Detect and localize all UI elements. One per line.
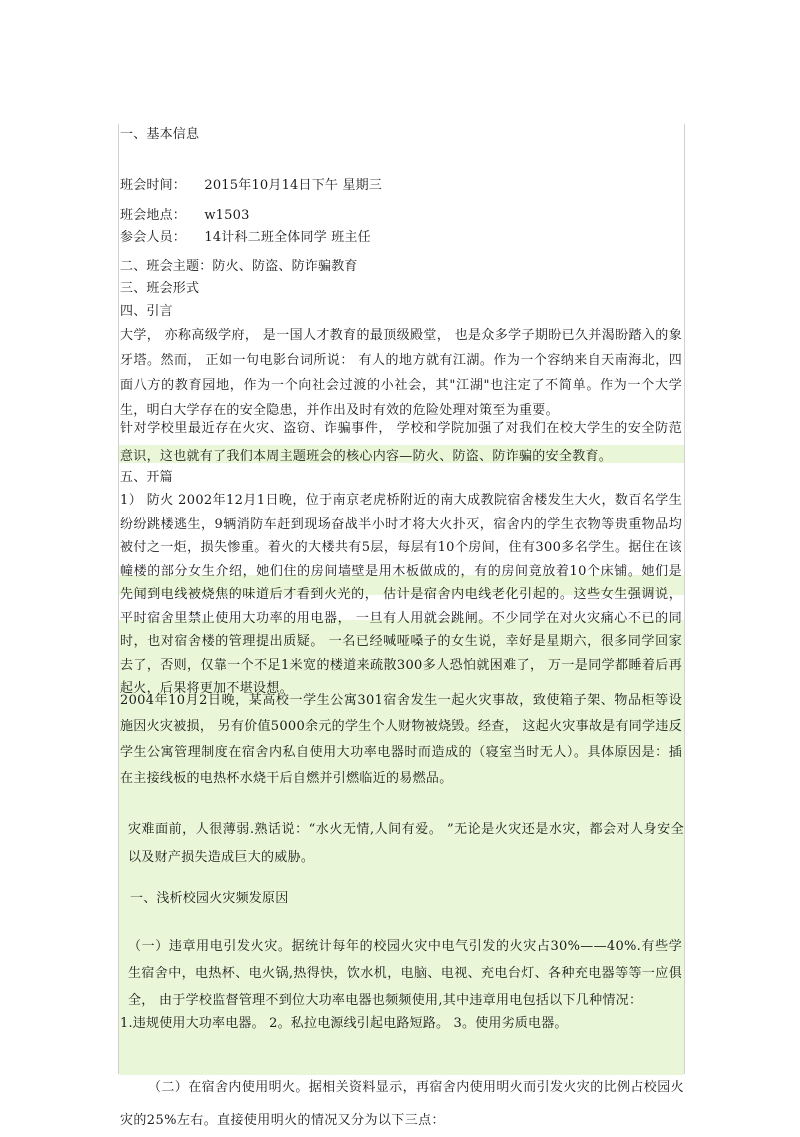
fire-causes-subheading: 一、浅析校园火灾频发原因: [130, 891, 289, 906]
meeting-place-label: 班会地点：: [120, 208, 187, 223]
intro-paragraph-2: 针对学校里最近存在火灾、盗窃、诈骗事件， 学校和学院加强了对我们在校大学生的安全防范意识，这也就有了我们本周主题班会的核心内容—防火、防盗、防诈骗的安全教育。: [120, 421, 682, 464]
illegal-electricity-list: 1.违规使用大功率电器。 2。私拉电源线引起电路短路。 3。使用劣质电器。: [120, 1016, 568, 1031]
section-4-heading: 四、引言: [120, 304, 173, 319]
fire-case-paragraph-2: 2004年10月2日晚，某高校一学生公寓301宿舍发生一起火灾事故，致使箱子架、物品柜等设施因火灾被损， 另有价值5000余元的学生个人财物被烧毁。经查， 这起火灾事故是有同学违反学生公寓管理制度在宿舍内私自使用大功率电器时而造成的（寝室当时无人）。具体原因是：插在主接线板的电热杯水烧干后自燃并引燃临近的易燃品。: [120, 693, 682, 786]
table-left-rule: [118, 124, 119, 1074]
section-3-heading: 三、班会形式: [120, 281, 200, 296]
attendees-row: [120, 227, 371, 249]
meeting-time-row: [120, 175, 382, 197]
meeting-time-value: 2015年10月14日下午 星期三: [204, 178, 383, 193]
attendees-value: 14计科二班全体同学 班主任: [204, 230, 371, 245]
meeting-place-row: [120, 205, 250, 227]
open-fire-paragraph: （二）在宿舍内使用明火。据相关资料显示，再宿舍内使用明火而引发火灾的比例占校园火灾的25%左右。直接使用明火的情况又分为以下三点：: [120, 1080, 685, 1128]
section-1-heading: 一、基本信息: [120, 127, 200, 142]
fire-case-paragraph-1: 1） 防火 2002年12月1日晚，位于南京老虎桥附近的南大成教院宿舍楼发生大火，数百名学生纷纷跳楼逃生，9辆消防车赶到现场奋战半小时才将大火扑灭，宿舍内的学生衣物等贵重物品均被付之一炬，损失惨重。着火的大楼共有5层，每层有10个房间，住有300多名学生。据住在该幢楼的部分女生介绍，她们住的房间墙壁是用木板做成的，有的房间竟放着10个床铺。她们是先闻到电线被烧焦的味道后才看到火光的， 估计是宿舍内电线老化引起的。这些女生强调说， 平时宿舍里禁止使用大功率的用电器， 一旦有人用就会跳闸。不少同学在对火灾痛心不已的同时，也对宿舍楼的管理提出质疑。 一名已经喊哑嗓子的女生说，幸好是星期六，很多同学回家去了，否则，仅靠一个不足1米宽的楼道来疏散300多人恐怕就困难了， 万一是同学都睡着后再起火，后果将更加不堪设想。: [120, 493, 682, 696]
disaster-paragraph: 灾难面前，人很薄弱.熟话说：“水火无情,人间有爱。 ”无论是火灾还是水灾，都会对人身安全以及财产损失造成巨大的威胁。: [128, 822, 684, 865]
attendees-label: 参会人员：: [120, 230, 187, 245]
meeting-time-label: 班会时间：: [120, 178, 187, 193]
intro-paragraph-1: 大学， 亦称高级学府， 是一国人才教育的最顶级殿堂， 也是众多学子期盼已久并渴盼踏入的象牙塔。然而， 正如一句电影台词所说： 有人的地方就有江湖。作为一个容纳来自天南海北，四面八方的教育园地，作为一个向社会过渡的小社会，其"江湖"也注定了不简单。作为一个大学生，明白大学存在的安全隐患，并作出及时有效的危险处理对策至为重要。: [120, 328, 682, 418]
meeting-place-value: w1503: [204, 208, 250, 223]
table-right-rule: [684, 124, 685, 1074]
section-2-heading: 二、班会主题：防火、防盗、防诈骗教育: [120, 259, 358, 274]
section-5-heading: 五、开篇: [120, 470, 173, 485]
illegal-electricity-paragraph: （一）违章用电引发火灾。据统计每年的校园火灾中电气引发的火灾占30%——40%.有些学生宿舍中，电热杯、电火锅,热得快，饮水机，电脑、电视、充电台灯、各种充电器等等一应俱全， 由于学校监督管理不到位大功率电器也频频使用,其中违章用电包括以下几种情况：: [128, 939, 682, 1008]
